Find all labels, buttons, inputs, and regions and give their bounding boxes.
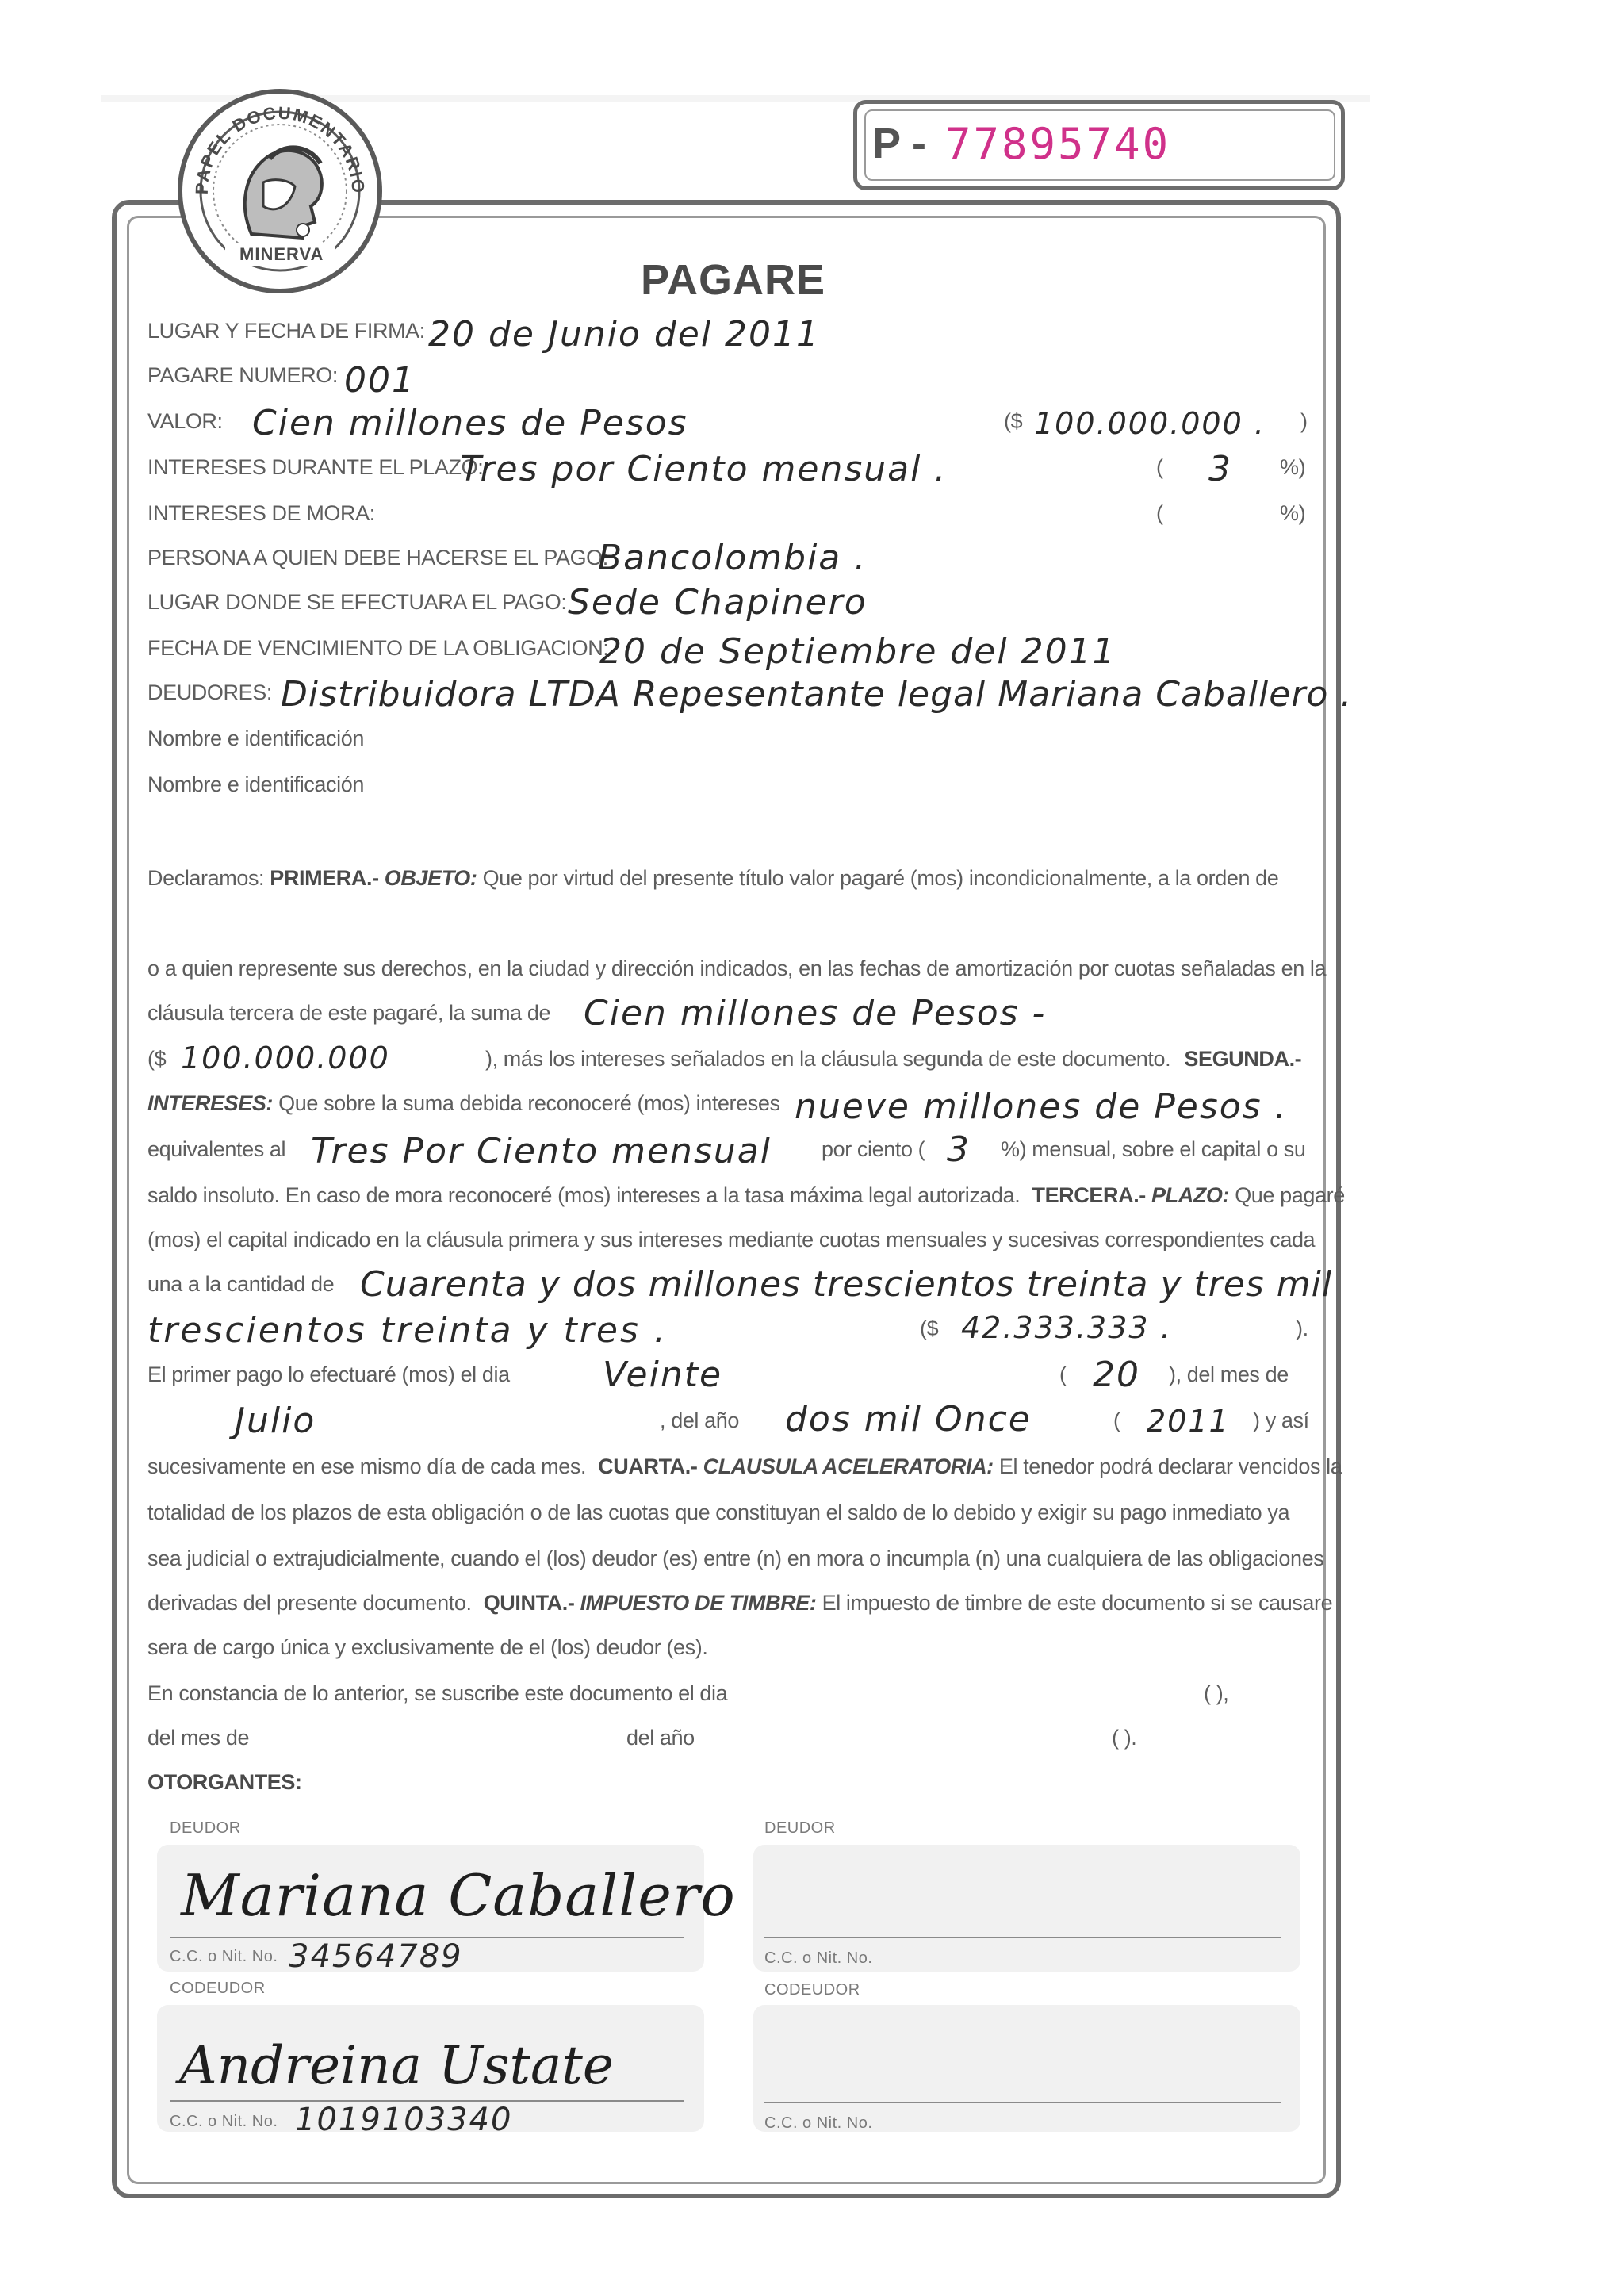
sucesivamente-text: sucesivamente en ese mismo día de cada mes. (147, 1455, 587, 1478)
objeto-text: Que por virtud del presente título valor pagaré (mos) incondicionalmente, a la orden de (482, 866, 1279, 890)
suma-amount-open: ($ (147, 1047, 167, 1071)
deudores-label: DEUDORES: (147, 680, 272, 704)
valor-amount: 100.000.000 . (1034, 406, 1266, 441)
body-line-8: (mos) el capital indicado en la cláusula primera y sus intereses mediante cuotas mensuales y sucesivas correspondientes cada (147, 1228, 1316, 1251)
declaramos-text: Declaramos: (147, 866, 265, 890)
clause-impuesto-timbre: IMPUESTO DE TIMBRE: (580, 1591, 817, 1615)
deudor-cc-label-left: C.C. o Nit. No. (170, 1948, 278, 1965)
document-title: PAGARE (641, 256, 826, 304)
valor-value: Cien millones de Pesos (252, 403, 688, 443)
clause-segunda: SEGUNDA.- (1184, 1047, 1302, 1071)
clause-objeto: OBJETO: (384, 866, 477, 890)
cuota-amount: 42.333.333 . (961, 1310, 1172, 1345)
codeudor-label-right: CODEUDOR (764, 1981, 860, 1999)
deudores-value: Distribuidora LTDA Repesentante legal Mariana Caballero . (281, 674, 1353, 715)
deudor-label-right: DEUDOR (764, 1819, 836, 1837)
suma-value: Cien millones de Pesos - (584, 993, 1047, 1033)
deudor-cc-value: 34564789 (289, 1938, 463, 1975)
codeudor-cc-value: 1019103340 (295, 2102, 513, 2138)
deudor-cc-label-right: C.C. o Nit. No. (764, 1949, 873, 1967)
serial-prefix: P - (872, 120, 927, 167)
body-line-4 (485, 1047, 1301, 1071)
intereses-mora-open: ( (1156, 501, 1163, 525)
intereses-plazo-pct: 3 (1208, 449, 1232, 489)
valor-amount-open: ($ (1004, 409, 1023, 433)
body-line-5 (147, 1091, 780, 1116)
intereses-mora-close: %) (1280, 501, 1306, 525)
primer-pago-ano-value: dos mil Once (785, 1399, 1032, 1439)
minerva-seal-logo (176, 87, 384, 295)
del-mes-de-text: ), del mes de (1169, 1363, 1289, 1386)
body-line-7 (147, 1183, 1345, 1208)
cuota-value-line-2: trescientos treinta y tres . (147, 1310, 668, 1351)
cuota-value-line-1: Cuarenta y dos millones trescientos treinta y tres mil (360, 1264, 1333, 1305)
cuota-amount-close: ). (1296, 1317, 1308, 1340)
lugar-fecha-label: LUGAR Y FECHA DE FIRMA: (147, 319, 425, 343)
body-line-13 (147, 1455, 1342, 1479)
codeudor-signature-line-right (764, 2102, 1281, 2103)
por-ciento-value: 3 (947, 1129, 971, 1170)
cantidad-text: una a la cantidad de (147, 1272, 335, 1296)
derivadas-text: derivadas del presente documento. (147, 1591, 472, 1615)
codeudor-cc-label-left: C.C. o Nit. No. (170, 2113, 278, 2130)
codeudor-label-left: CODEUDOR (170, 1980, 266, 1997)
vencimiento-label: FECHA DE VENCIMIENTO DE LA OBLIGACION: (147, 636, 609, 660)
primer-pago-mes-value: Julio (235, 1401, 316, 1441)
persona-label: PERSONA A QUIEN DEBE HACERSE EL PAGO: (147, 546, 608, 569)
numero-value: 001 (344, 360, 416, 401)
por-ciento-text: por ciento ( (822, 1137, 925, 1161)
lugar-fecha-value: 20 de Junio del 2011 (428, 314, 821, 355)
equivalentes-value: Tres Por Ciento mensual (311, 1131, 772, 1171)
deudor-signature: Mariana Caballero (181, 1862, 736, 1929)
clause-primera: PRIMERA.- (270, 866, 379, 890)
intereses-plazo-open: ( (1156, 455, 1163, 479)
equivalentes-text: equivalentes al (147, 1137, 286, 1161)
seal-bottom-text: MINERVA (239, 244, 324, 264)
primer-pago-dia-value: Veinte (603, 1355, 723, 1395)
plazo-text: Que pagaré (1235, 1183, 1345, 1207)
otorgantes-heading: OTORGANTES: (147, 1770, 302, 1794)
nombre-identificacion-2: Nombre e identificación (147, 772, 364, 796)
codeudor-signature: Andreina Ustate (179, 2035, 614, 2096)
segunda-intro-text: ), más los intereses señalados en la cláusula segunda de este documento. (485, 1047, 1171, 1071)
y-asi-text: ) y así (1253, 1409, 1309, 1432)
suma-amount: 100.000.000 (181, 1041, 390, 1075)
deudor-signature-line-right (764, 1937, 1281, 1938)
nombre-identificacion-1: Nombre e identificación (147, 726, 364, 750)
body-line-16 (147, 1591, 1332, 1616)
codeudor-cc-label-right: C.C. o Nit. No. (764, 2114, 873, 2132)
lugar-pago-value: Sede Chapinero (568, 582, 868, 623)
lugar-pago-label: LUGAR DONDE SE EFECTUARA EL PAGO: (147, 590, 567, 614)
constancia-dia-paren: ( ), (1204, 1681, 1229, 1705)
primer-pago-dia-number: 20 (1093, 1355, 1140, 1395)
constancia-ano-paren: ( ). (1112, 1726, 1137, 1750)
body-line-14: totalidad de los plazos de esta obligación o de las cuotas que constituyan el saldo de lo debido y exigir su pago inmediato ya (147, 1501, 1290, 1524)
clause-aceleratoria: CLAUSULA ACELERATORIA: (703, 1455, 994, 1478)
clause-quinta: QUINTA.- (483, 1591, 575, 1615)
intereses-value: nueve millones de Pesos . (795, 1087, 1288, 1127)
impuesto-text: El impuesto de timbre de este documento si se causare (822, 1591, 1333, 1615)
codeudor-signature-box-right (753, 2005, 1300, 2132)
intereses-plazo-label: INTERESES DURANTE EL PLAZO: (147, 455, 484, 479)
primer-pago-ano-number: 2011 (1147, 1404, 1230, 1439)
primer-pago-text: El primer pago lo efectuaré (mos) el dia (147, 1363, 510, 1386)
intereses-plazo-value: Tres por Ciento mensual . (460, 449, 948, 489)
mensual-capital-text: %) mensual, sobre el capital o su (1001, 1137, 1306, 1161)
del-ano-text: , del año (660, 1409, 739, 1432)
aceleratoria-text: El tenedor podrá declarar vencidos la (998, 1455, 1342, 1478)
serial-number: 77895740 (945, 119, 1171, 169)
intereses-plazo-close: %) (1280, 455, 1306, 479)
cuota-amount-open: ($ (920, 1317, 939, 1340)
primer-pago-open: ( (1059, 1363, 1067, 1386)
constancia-text: En constancia de lo anterior, se suscribe este documento el dia (147, 1681, 728, 1705)
body-line-1 (147, 866, 1278, 891)
del-mes-text: del mes de (147, 1726, 250, 1750)
body-line-17: sera de cargo única y exclusivamente de el (los) deudor (es). (147, 1635, 708, 1659)
clause-cuarta: CUARTA.- (598, 1455, 698, 1478)
persona-value: Bancolombia . (598, 538, 868, 578)
clause-plazo: PLAZO: (1151, 1183, 1230, 1207)
clause-intereses: INTERESES: (147, 1091, 274, 1115)
numero-label: PAGARE NUMERO: (147, 363, 338, 387)
saldo-insoluto-text: saldo insoluto. En caso de mora reconoceré (mos) intereses a la tasa máxima legal autorizada. (147, 1183, 1021, 1207)
clause-tercera: TERCERA.- (1032, 1183, 1146, 1207)
intereses-mora-label: INTERESES DE MORA: (147, 501, 375, 525)
vencimiento-value: 20 de Septiembre del 2011 (599, 631, 1116, 672)
intereses-text: Que sobre la suma debida reconoceré (mos) intereses (278, 1091, 780, 1115)
valor-amount-close: ) (1300, 409, 1308, 433)
body-line-2: o a quien represente sus derechos, en la ciudad y dirección indicados, en las fechas de amortización por cuotas señaladas en la (147, 956, 1327, 980)
body-line-15: sea judicial o extrajudicialmente, cuando el (los) deudor (es) entre (n) en mora o incumpla (n) una cualquiera de las obligaciones (147, 1547, 1324, 1570)
body-line-3-text: cláusula tercera de este pagaré, la suma de (147, 1001, 551, 1025)
constancia-ano-text: del año (626, 1726, 695, 1750)
deudor-label-left: DEUDOR (170, 1819, 241, 1837)
valor-label: VALOR: (147, 409, 223, 433)
primer-pago-ano-open: ( (1113, 1409, 1120, 1432)
seal-top-text: PAPEL DOCUMENTARIO (191, 102, 369, 195)
